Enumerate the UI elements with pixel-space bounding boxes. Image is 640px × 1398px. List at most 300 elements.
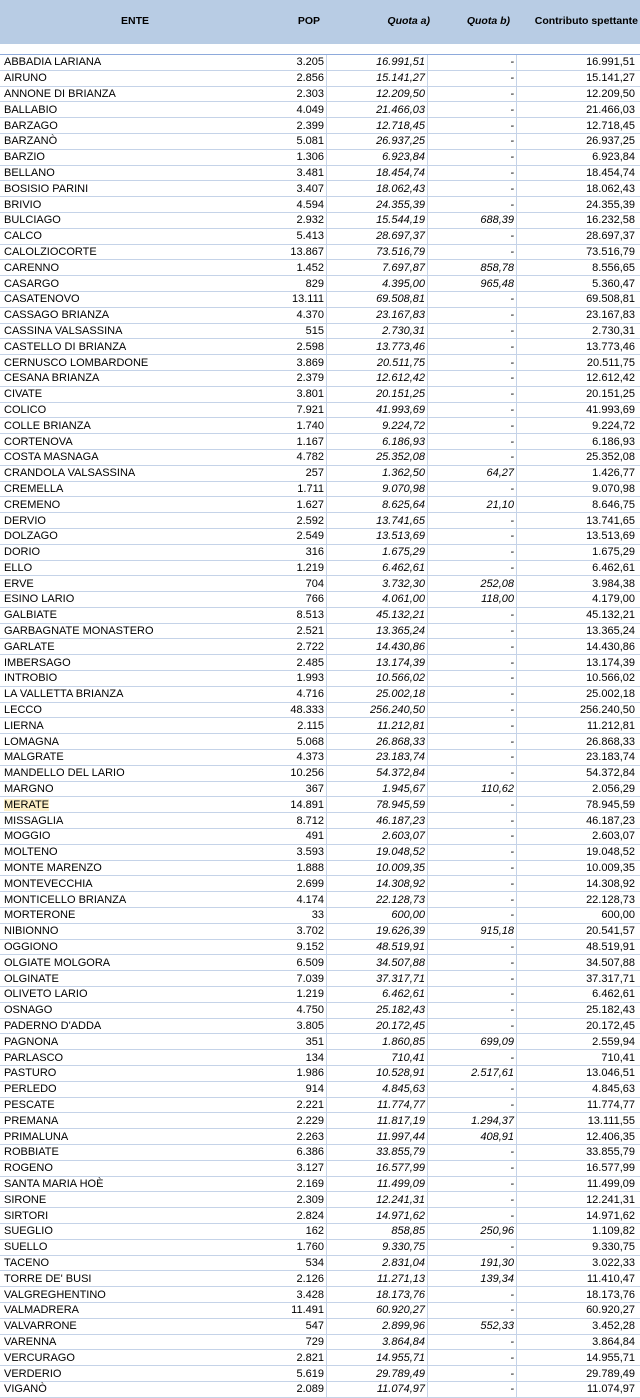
- table-row: [0, 86, 640, 102]
- cell-pop: 3.805: [252, 1018, 327, 1034]
- cell-quota-b: -: [428, 639, 517, 655]
- cell-quota-b: -: [428, 70, 517, 86]
- cell-pop: 6.386: [252, 1144, 327, 1160]
- table-row: [0, 671, 640, 687]
- table-row: [0, 1002, 640, 1018]
- cell-quota-a: 25.002,18: [327, 686, 428, 702]
- table-row: [0, 402, 640, 418]
- cell-pop: 5.081: [252, 133, 327, 149]
- table-row: [0, 1050, 640, 1066]
- cell-quota-b: -: [428, 765, 517, 781]
- cell-contributo: 5.360,47: [517, 276, 640, 292]
- cell-ente: SANTA MARIA HOÈ: [0, 1176, 252, 1192]
- table-row: [0, 1034, 640, 1050]
- cell-quota-b: -: [428, 449, 517, 465]
- cell-ente: VERDERIO: [0, 1366, 252, 1382]
- table-row: [0, 750, 640, 766]
- cell-quota-b: -: [428, 86, 517, 102]
- cell-quota-a: 3.864,84: [327, 1334, 428, 1350]
- table-row: [0, 181, 640, 197]
- table-row: [0, 449, 640, 465]
- cell-quota-b: 21,10: [428, 497, 517, 513]
- table-row: [0, 655, 640, 671]
- cell-pop: 7.039: [252, 971, 327, 987]
- cell-contributo: 23.183,74: [517, 750, 640, 766]
- cell-quota-a: 19.048,52: [327, 844, 428, 860]
- cell-quota-b: 2.517,61: [428, 1066, 517, 1082]
- cell-ente: CESANA BRIANZA: [0, 370, 252, 386]
- cell-quota-a: 7.697,87: [327, 260, 428, 276]
- table-row: [0, 576, 640, 592]
- cell-quota-b: -: [428, 1160, 517, 1176]
- cell-quota-a: 45.132,21: [327, 607, 428, 623]
- cell-contributo: 18.062,43: [517, 181, 640, 197]
- table-header: [0, 0, 640, 44]
- cell-quota-a: 23.167,83: [327, 307, 428, 323]
- cell-quota-b: -: [428, 118, 517, 134]
- cell-ente: VALMADRERA: [0, 1302, 252, 1318]
- cell-pop: 2.126: [252, 1271, 327, 1287]
- cell-ente: DERVIO: [0, 513, 252, 529]
- cell-contributo: 14.430,86: [517, 639, 640, 655]
- cell-quota-b: -: [428, 560, 517, 576]
- table-row: [0, 765, 640, 781]
- table-row: [0, 844, 640, 860]
- cell-quota-a: 2.730,31: [327, 323, 428, 339]
- table-row: [0, 323, 640, 339]
- cell-pop: 2.824: [252, 1208, 327, 1224]
- cell-contributo: 12.209,50: [517, 86, 640, 102]
- cell-ente: LOMAGNA: [0, 734, 252, 750]
- cell-pop: 11.491: [252, 1302, 327, 1318]
- table-row: [0, 1366, 640, 1382]
- header-quota-b: Quota b): [430, 14, 510, 28]
- cell-quota-a: 11.212,81: [327, 718, 428, 734]
- cell-ente: IMBERSAGO: [0, 655, 252, 671]
- cell-ente: OLIVETO LARIO: [0, 987, 252, 1003]
- cell-pop: 257: [252, 465, 327, 481]
- cell-quota-a: 73.516,79: [327, 244, 428, 260]
- cell-ente: PREMANA: [0, 1113, 252, 1129]
- cell-contributo: 3.022,33: [517, 1255, 640, 1271]
- cell-ente: ABBADIA LARIANA: [0, 55, 252, 70]
- cell-pop: 1.711: [252, 481, 327, 497]
- cell-quota-a: 15.141,27: [327, 70, 428, 86]
- cell-quota-a: 1.860,85: [327, 1034, 428, 1050]
- cell-contributo: 24.355,39: [517, 197, 640, 213]
- cell-pop: 3.428: [252, 1287, 327, 1303]
- cell-pop: 4.782: [252, 449, 327, 465]
- cell-ente: DOLZAGO: [0, 528, 252, 544]
- table-row: [0, 607, 640, 623]
- cell-quota-a: 34.507,88: [327, 955, 428, 971]
- cell-quota-a: 10.009,35: [327, 860, 428, 876]
- cell-ente: MONTE MARENZO: [0, 860, 252, 876]
- cell-ente: DORIO: [0, 544, 252, 560]
- cell-ente: BALLABIO: [0, 102, 252, 118]
- cell-pop: 2.379: [252, 370, 327, 386]
- cell-ente: CERNUSCO LOMBARDONE: [0, 355, 252, 371]
- cell-quota-b: 110,62: [428, 781, 517, 797]
- cell-contributo: 45.132,21: [517, 607, 640, 623]
- cell-quota-b: -: [428, 181, 517, 197]
- table-row: [0, 307, 640, 323]
- cell-pop: 491: [252, 829, 327, 845]
- cell-quota-b: 688,39: [428, 212, 517, 228]
- cell-quota-a: 13.174,39: [327, 655, 428, 671]
- header-pop: POP: [250, 14, 320, 28]
- cell-quota-a: 6.923,84: [327, 149, 428, 165]
- cell-quota-a: 18.173,76: [327, 1287, 428, 1303]
- cell-contributo: 11.499,09: [517, 1176, 640, 1192]
- cell-contributo: 12.241,31: [517, 1192, 640, 1208]
- cell-ente: VARENNA: [0, 1334, 252, 1350]
- cell-ente: LECCO: [0, 702, 252, 718]
- cell-contributo: 1.426,77: [517, 465, 640, 481]
- cell-pop: 2.221: [252, 1097, 327, 1113]
- cell-quota-a: 54.372,84: [327, 765, 428, 781]
- cell-pop: 4.049: [252, 102, 327, 118]
- table-row: [0, 1144, 640, 1160]
- cell-contributo: 13.513,69: [517, 528, 640, 544]
- cell-pop: 2.699: [252, 876, 327, 892]
- cell-quota-b: -: [428, 623, 517, 639]
- table-row: [0, 291, 640, 307]
- cell-contributo: 21.466,03: [517, 102, 640, 118]
- cell-quota-b: 858,78: [428, 260, 517, 276]
- cell-ente: CALCO: [0, 228, 252, 244]
- table-row: [0, 70, 640, 86]
- cell-contributo: 18.454,74: [517, 165, 640, 181]
- cell-pop: 4.750: [252, 1002, 327, 1018]
- cell-ente: ROBBIATE: [0, 1144, 252, 1160]
- table-row: [0, 102, 640, 118]
- table-row: [0, 1208, 640, 1224]
- cell-ente: SUELLO: [0, 1239, 252, 1255]
- cell-ente: SIRTORI: [0, 1208, 252, 1224]
- table-row: [0, 1066, 640, 1082]
- cell-quota-a: 14.308,92: [327, 876, 428, 892]
- cell-quota-a: 13.513,69: [327, 528, 428, 544]
- cell-quota-a: 4.061,00: [327, 592, 428, 608]
- table-row: [0, 955, 640, 971]
- cell-ente: CREMENO: [0, 497, 252, 513]
- cell-quota-a: 13.365,24: [327, 623, 428, 639]
- cell-contributo: 600,00: [517, 908, 640, 924]
- table-row: [0, 370, 640, 386]
- cell-contributo: 33.855,79: [517, 1144, 640, 1160]
- cell-quota-a: 78.945,59: [327, 797, 428, 813]
- cell-quota-b: -: [428, 686, 517, 702]
- cell-quota-a: 12.209,50: [327, 86, 428, 102]
- cell-contributo: 9.330,75: [517, 1239, 640, 1255]
- cell-quota-b: -: [428, 434, 517, 450]
- cell-quota-a: 18.062,43: [327, 181, 428, 197]
- cell-quota-b: 552,33: [428, 1318, 517, 1334]
- cell-quota-b: -: [428, 102, 517, 118]
- cell-ente: NIBIONNO: [0, 923, 252, 939]
- cell-pop: 829: [252, 276, 327, 292]
- cell-quota-a: 25.352,08: [327, 449, 428, 465]
- cell-contributo: 13.773,46: [517, 339, 640, 355]
- cell-quota-b: -: [428, 165, 517, 181]
- cell-quota-a: 22.128,73: [327, 892, 428, 908]
- cell-ente: ESINO LARIO: [0, 592, 252, 608]
- table-row: [0, 497, 640, 513]
- cell-pop: 4.370: [252, 307, 327, 323]
- table-row: [0, 1350, 640, 1366]
- cell-quota-b: -: [428, 908, 517, 924]
- cell-quota-a: 41.993,69: [327, 402, 428, 418]
- cell-pop: 14.891: [252, 797, 327, 813]
- cell-quota-b: -: [428, 955, 517, 971]
- cell-quota-a: 48.519,91: [327, 939, 428, 955]
- cell-quota-b: -: [428, 1239, 517, 1255]
- cell-pop: 162: [252, 1223, 327, 1239]
- table-row: [0, 971, 640, 987]
- cell-pop: 2.598: [252, 339, 327, 355]
- table-row: [0, 781, 640, 797]
- cell-pop: 367: [252, 781, 327, 797]
- cell-quota-b: -: [428, 1050, 517, 1066]
- cell-pop: 2.856: [252, 70, 327, 86]
- cell-ente: OGGIONO: [0, 939, 252, 955]
- cell-pop: 5.413: [252, 228, 327, 244]
- cell-quota-b: -: [428, 987, 517, 1003]
- cell-contributo: 11.410,47: [517, 1271, 640, 1287]
- cell-ente: ELLO: [0, 560, 252, 576]
- cell-ente: MOGGIO: [0, 829, 252, 845]
- header-quota-a: Quota a): [330, 14, 430, 28]
- cell-pop: 2.521: [252, 623, 327, 639]
- cell-quota-a: 2.831,04: [327, 1255, 428, 1271]
- cell-quota-b: -: [428, 1192, 517, 1208]
- cell-ente: CREMELLA: [0, 481, 252, 497]
- cell-quota-a: 4.395,00: [327, 276, 428, 292]
- cell-pop: 1.627: [252, 497, 327, 513]
- cell-quota-b: -: [428, 892, 517, 908]
- cell-quota-a: 26.868,33: [327, 734, 428, 750]
- cell-ente: [0, 797, 252, 813]
- cell-ente: LA VALLETTA BRIANZA: [0, 686, 252, 702]
- cell-pop: 1.167: [252, 434, 327, 450]
- cell-ente: CASTELLO DI BRIANZA: [0, 339, 252, 355]
- cell-quota-a: 16.991,51: [327, 55, 428, 70]
- cell-quota-b: 252,08: [428, 576, 517, 592]
- cell-pop: 3.702: [252, 923, 327, 939]
- cell-quota-b: -: [428, 323, 517, 339]
- cell-pop: 515: [252, 323, 327, 339]
- table-row: [0, 939, 640, 955]
- cell-quota-a: 33.855,79: [327, 1144, 428, 1160]
- cell-quota-a: 60.920,27: [327, 1302, 428, 1318]
- cell-pop: 1.219: [252, 560, 327, 576]
- cell-contributo: 13.174,39: [517, 655, 640, 671]
- table-row: [0, 149, 640, 165]
- cell-contributo: 20.172,45: [517, 1018, 640, 1034]
- table-row: [0, 1192, 640, 1208]
- cell-quota-a: 9.330,75: [327, 1239, 428, 1255]
- cell-quota-b: -: [428, 307, 517, 323]
- cell-pop: 1.452: [252, 260, 327, 276]
- cell-pop: 4.594: [252, 197, 327, 213]
- cell-pop: 3.869: [252, 355, 327, 371]
- cell-contributo: 73.516,79: [517, 244, 640, 260]
- cell-quota-a: 9.070,98: [327, 481, 428, 497]
- cell-contributo: 9.224,72: [517, 418, 640, 434]
- table-row: [0, 465, 640, 481]
- table-row: [0, 592, 640, 608]
- cell-ente: CASSAGO BRIANZA: [0, 307, 252, 323]
- cell-pop: 547: [252, 1318, 327, 1334]
- cell-ente: VERCURAGO: [0, 1350, 252, 1366]
- cell-quota-a: 2.603,07: [327, 829, 428, 845]
- table-row: [0, 560, 640, 576]
- cell-pop: 3.127: [252, 1160, 327, 1176]
- cell-quota-a: 3.732,30: [327, 576, 428, 592]
- cell-ente: MORTERONE: [0, 908, 252, 924]
- cell-quota-b: 965,48: [428, 276, 517, 292]
- cell-quota-a: 20.511,75: [327, 355, 428, 371]
- cell-contributo: 26.868,33: [517, 734, 640, 750]
- cell-ente: CASATENOVO: [0, 291, 252, 307]
- table-row: [0, 797, 640, 813]
- table-row: [0, 386, 640, 402]
- cell-quota-b: -: [428, 418, 517, 434]
- cell-quota-a: 14.430,86: [327, 639, 428, 655]
- cell-quota-b: -: [428, 402, 517, 418]
- cell-contributo: 13.046,51: [517, 1066, 640, 1082]
- cell-quota-a: 18.454,74: [327, 165, 428, 181]
- cell-ente: COSTA MASNAGA: [0, 449, 252, 465]
- table-row: [0, 1302, 640, 1318]
- cell-quota-b: -: [428, 1176, 517, 1192]
- cell-quota-a: 1.675,29: [327, 544, 428, 560]
- cell-ente: CIVATE: [0, 386, 252, 402]
- cell-quota-a: 256.240,50: [327, 702, 428, 718]
- cell-pop: 2.485: [252, 655, 327, 671]
- table-row: [0, 987, 640, 1003]
- cell-pop: 1.888: [252, 860, 327, 876]
- cell-pop: 8.712: [252, 813, 327, 829]
- cell-pop: 351: [252, 1034, 327, 1050]
- cell-ente: OLGIATE MOLGORA: [0, 955, 252, 971]
- table-row: [0, 212, 640, 228]
- cell-contributo: 16.991,51: [517, 55, 640, 70]
- cell-quota-b: -: [428, 149, 517, 165]
- cell-contributo: 12.718,45: [517, 118, 640, 134]
- cell-pop: 1.219: [252, 987, 327, 1003]
- cell-pop: 534: [252, 1255, 327, 1271]
- cell-ente: COLLE BRIANZA: [0, 418, 252, 434]
- cell-pop: 3.801: [252, 386, 327, 402]
- cell-quota-a: 12.241,31: [327, 1192, 428, 1208]
- cell-pop: 729: [252, 1334, 327, 1350]
- cell-quota-a: 69.508,81: [327, 291, 428, 307]
- table-row: [0, 876, 640, 892]
- table-row: [0, 1160, 640, 1176]
- cell-contributo: 4.179,00: [517, 592, 640, 608]
- cell-quota-a: 8.625,64: [327, 497, 428, 513]
- cell-pop: 3.481: [252, 165, 327, 181]
- cell-ente: PERLEDO: [0, 1081, 252, 1097]
- cell-quota-a: 12.718,45: [327, 118, 428, 134]
- cell-quota-b: -: [428, 971, 517, 987]
- cell-quota-b: -: [428, 797, 517, 813]
- cell-quota-b: 118,00: [428, 592, 517, 608]
- cell-pop: 3.205: [252, 55, 327, 70]
- cell-quota-a: 9.224,72: [327, 418, 428, 434]
- cell-quota-b: -: [428, 1097, 517, 1113]
- cell-quota-a: 14.955,71: [327, 1350, 428, 1366]
- cell-quota-a: 6.462,61: [327, 987, 428, 1003]
- cell-pop: 2.722: [252, 639, 327, 655]
- cell-quota-a: 11.817,19: [327, 1113, 428, 1129]
- cell-contributo: 11.074,97: [517, 1381, 640, 1397]
- cell-quota-a: 1.945,67: [327, 781, 428, 797]
- cell-quota-b: -: [428, 513, 517, 529]
- cell-ente: TORRE DE' BUSI: [0, 1271, 252, 1287]
- table-row: [0, 1334, 640, 1350]
- table-row: [0, 908, 640, 924]
- cell-quota-b: -: [428, 528, 517, 544]
- table-row: [0, 923, 640, 939]
- cell-quota-b: 139,34: [428, 1271, 517, 1287]
- cell-ente: CRANDOLA VALSASSINA: [0, 465, 252, 481]
- cell-quota-b: 1.294,37: [428, 1113, 517, 1129]
- cell-pop: 766: [252, 592, 327, 608]
- cell-quota-a: 29.789,49: [327, 1366, 428, 1382]
- cell-ente: MONTICELLO BRIANZA: [0, 892, 252, 908]
- table-row: [0, 639, 640, 655]
- cell-contributo: 25.352,08: [517, 449, 640, 465]
- cell-quota-a: 20.151,25: [327, 386, 428, 402]
- cell-contributo: 6.923,84: [517, 149, 640, 165]
- cell-contributo: 13.365,24: [517, 623, 640, 639]
- cell-contributo: 22.128,73: [517, 892, 640, 908]
- cell-pop: 2.303: [252, 86, 327, 102]
- table-row: [0, 133, 640, 149]
- cell-pop: 6.509: [252, 955, 327, 971]
- cell-contributo: 19.048,52: [517, 844, 640, 860]
- cell-contributo: 10.009,35: [517, 860, 640, 876]
- cell-ente: VALGREGHENTINO: [0, 1287, 252, 1303]
- table-row: [0, 165, 640, 181]
- table-row: [0, 1129, 640, 1145]
- cell-contributo: 14.971,62: [517, 1208, 640, 1224]
- cell-quota-b: -: [428, 876, 517, 892]
- cell-quota-b: -: [428, 370, 517, 386]
- table-row: [0, 55, 640, 70]
- cell-quota-b: -: [428, 228, 517, 244]
- cell-quota-b: 699,09: [428, 1034, 517, 1050]
- cell-contributo: 13.741,65: [517, 513, 640, 529]
- table-row: [0, 339, 640, 355]
- cell-quota-b: 191,30: [428, 1255, 517, 1271]
- cell-ente: MISSAGLIA: [0, 813, 252, 829]
- cell-contributo: 9.070,98: [517, 481, 640, 497]
- cell-pop: 2.821: [252, 1350, 327, 1366]
- cell-quota-a: 2.899,96: [327, 1318, 428, 1334]
- cell-quota-b: -: [428, 55, 517, 70]
- table-row: [0, 1097, 640, 1113]
- cell-pop: 2.115: [252, 718, 327, 734]
- cell-contributo: 23.167,83: [517, 307, 640, 323]
- table-row: [0, 434, 640, 450]
- cell-quota-b: -: [428, 734, 517, 750]
- cell-quota-a: 13.741,65: [327, 513, 428, 529]
- cell-quota-b: -: [428, 1208, 517, 1224]
